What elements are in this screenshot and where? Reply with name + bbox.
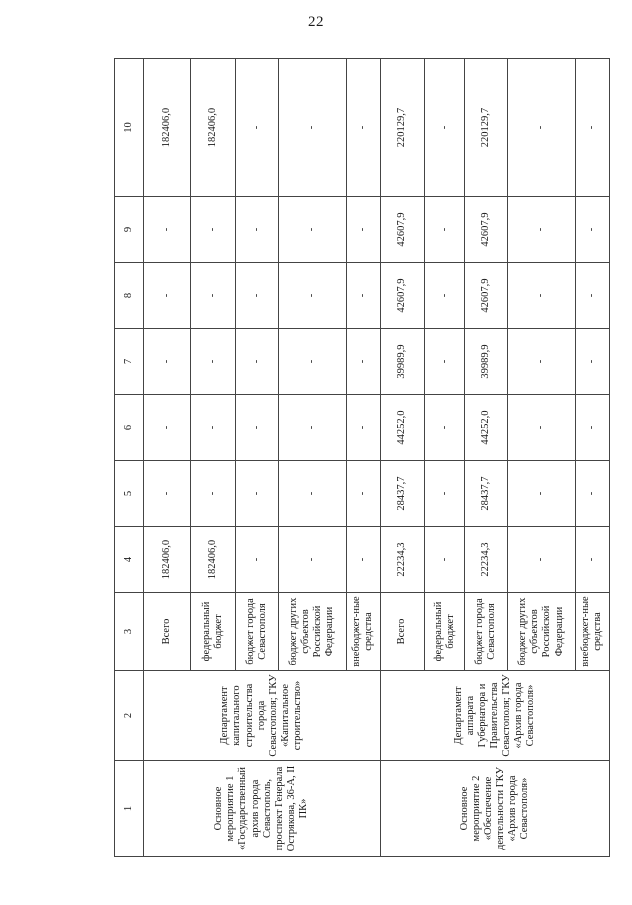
value-cell: -: [425, 59, 465, 197]
value-cell: 42607,9: [465, 197, 507, 263]
value-cell: -: [575, 395, 609, 461]
value-cell: 42607,9: [380, 263, 425, 329]
value-cell: -: [425, 527, 465, 593]
header-cell: 8: [115, 263, 144, 329]
value-cell: 182406,0: [191, 527, 236, 593]
value-cell: -: [236, 527, 278, 593]
source-cell: бюджет города Севастополя: [236, 593, 278, 671]
value-cell: -: [346, 329, 380, 395]
value-cell: -: [575, 263, 609, 329]
value-cell: -: [575, 527, 609, 593]
value-cell: -: [191, 395, 236, 461]
value-cell: -: [346, 59, 380, 197]
value-cell: -: [278, 59, 346, 197]
header-cell: 9: [115, 197, 144, 263]
value-cell: 182406,0: [191, 59, 236, 197]
value-cell: -: [278, 461, 346, 527]
value-cell: -: [236, 329, 278, 395]
value-cell: 220129,7: [465, 59, 507, 197]
value-cell: -: [346, 263, 380, 329]
value-cell: 22234,3: [380, 527, 425, 593]
value-cell: -: [236, 197, 278, 263]
table-row: [143, 59, 191, 857]
value-cell: -: [507, 395, 575, 461]
header-cell: 1: [115, 761, 144, 857]
header-cell: 6: [115, 395, 144, 461]
source-cell: федеральный бюджет: [191, 593, 236, 671]
source-cell: Всего: [380, 593, 425, 671]
value-cell: 22234,3: [465, 527, 507, 593]
value-cell: -: [278, 329, 346, 395]
value-cell: -: [143, 329, 191, 395]
value-cell: -: [507, 527, 575, 593]
value-cell: 39989,9: [380, 329, 425, 395]
budget-table: [114, 58, 610, 857]
value-cell: 44252,0: [380, 395, 425, 461]
value-cell: -: [143, 461, 191, 527]
source-cell: внебюджет-ные средства: [575, 593, 609, 671]
table-row: [380, 59, 425, 857]
executor-cell: Департамент аппарата Губернатора и Правительства Севастополя; ГКУ «Архив города Севастополя»: [380, 671, 609, 761]
value-cell: 28437,7: [380, 461, 425, 527]
budget-table-container: [114, 59, 610, 857]
value-cell: -: [191, 197, 236, 263]
header-cell: 10: [115, 59, 144, 197]
header-cell: 4: [115, 527, 144, 593]
executor-cell: Департамент капитального строительства города Севастополя; ГКУ «Капитальное строительство»: [143, 671, 380, 761]
value-cell: -: [278, 527, 346, 593]
value-cell: -: [507, 197, 575, 263]
value-cell: -: [575, 329, 609, 395]
value-cell: -: [425, 263, 465, 329]
value-cell: 220129,7: [380, 59, 425, 197]
rotated-table-frame: [114, 59, 610, 857]
source-cell: Всего: [143, 593, 191, 671]
value-cell: 182406,0: [143, 527, 191, 593]
value-cell: -: [236, 395, 278, 461]
page-number: 22: [308, 14, 324, 30]
value-cell: -: [575, 59, 609, 197]
value-cell: -: [575, 197, 609, 263]
source-cell: федеральный бюджет: [425, 593, 465, 671]
source-cell: бюджет других субъектов Российской Федерации: [278, 593, 346, 671]
value-cell: -: [236, 59, 278, 197]
value-cell: -: [507, 59, 575, 197]
value-cell: -: [236, 461, 278, 527]
value-cell: -: [191, 461, 236, 527]
header-cell: 7: [115, 329, 144, 395]
value-cell: -: [425, 197, 465, 263]
value-cell: -: [425, 461, 465, 527]
value-cell: -: [346, 395, 380, 461]
source-cell: бюджет города Севастополя: [465, 593, 507, 671]
value-cell: -: [191, 329, 236, 395]
value-cell: -: [278, 197, 346, 263]
value-cell: -: [346, 197, 380, 263]
header-cell: 2: [115, 671, 144, 761]
value-cell: 44252,0: [465, 395, 507, 461]
value-cell: 28437,7: [465, 461, 507, 527]
value-cell: -: [278, 395, 346, 461]
value-cell: -: [346, 461, 380, 527]
measure-cell: Основное мероприятие 2 «Обеспечение деятельности ГКУ «Архив города Севастополя»: [380, 761, 609, 857]
value-cell: -: [236, 263, 278, 329]
value-cell: 182406,0: [143, 59, 191, 197]
value-cell: 42607,9: [465, 263, 507, 329]
source-cell: внебюджет-ные средства: [346, 593, 380, 671]
value-cell: -: [278, 263, 346, 329]
value-cell: -: [507, 263, 575, 329]
header-cell: 3: [115, 593, 144, 671]
source-cell: бюджет других субъектов Российской Федерации: [507, 593, 575, 671]
value-cell: -: [346, 527, 380, 593]
value-cell: -: [507, 461, 575, 527]
value-cell: -: [191, 263, 236, 329]
value-cell: -: [143, 197, 191, 263]
header-cell: 5: [115, 461, 144, 527]
value-cell: 39989,9: [465, 329, 507, 395]
value-cell: -: [143, 263, 191, 329]
value-cell: -: [425, 395, 465, 461]
value-cell: -: [143, 395, 191, 461]
value-cell: 42607,9: [380, 197, 425, 263]
value-cell: -: [575, 461, 609, 527]
header-row: [115, 59, 144, 857]
measure-cell: Основное мероприятие 1 «Государственный архив города Севастополь, проспект Генерала Острякова, 36-А, II ПК»: [143, 761, 380, 857]
value-cell: -: [425, 329, 465, 395]
value-cell: -: [507, 329, 575, 395]
